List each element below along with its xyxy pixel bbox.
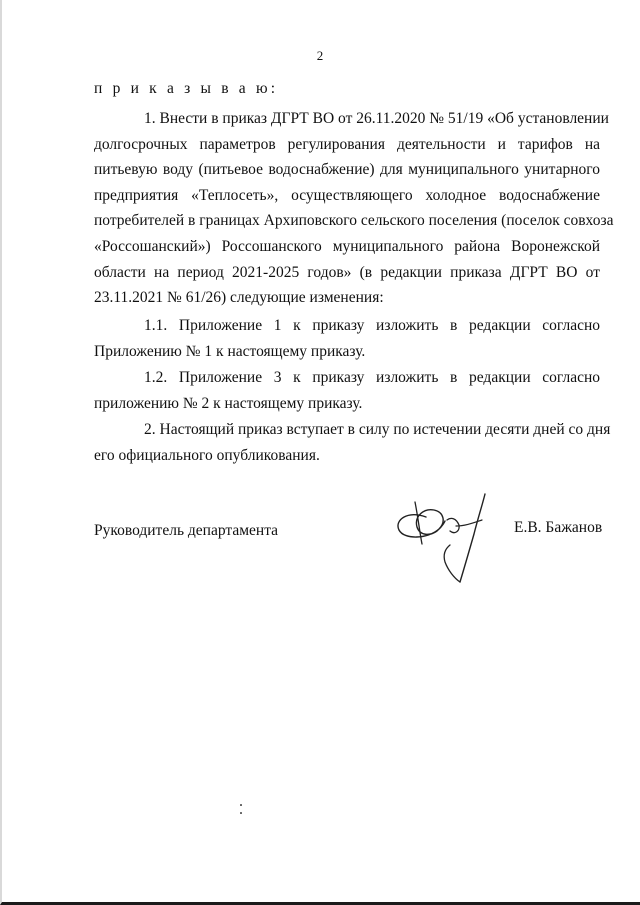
paragraph-line: долгосрочных параметров регулирования деятельности и тарифов на xyxy=(94,135,600,153)
signatory-name: Е.В. Бажанов xyxy=(514,519,603,536)
paragraph-line: 2. Настоящий приказ вступает в силу по истечении десяти дней со дня xyxy=(144,421,611,438)
paragraph-line: 1. Внести в приказ ДГРТ ВО от 26.11.2020 № 51/19 «Об установлении xyxy=(144,110,609,127)
paragraph-line: его официального опубликования. xyxy=(94,446,320,464)
scan-speck xyxy=(240,804,242,806)
paragraph-line: приложению № 2 к настоящему приказу. xyxy=(94,394,363,412)
paragraph-line: 1.1. Приложение 1 к приказу изложить в редакции согласно xyxy=(144,317,600,334)
paragraph-line: 23.11.2021 № 61/26) следующие изменения: xyxy=(94,289,384,307)
signatory-role: Руководитель департамента xyxy=(94,522,279,539)
paragraph-line: потребителей в границах Архиповского сельского поселения (поселок совхоза xyxy=(94,212,614,230)
paragraph-line: питьевую воду (питьевое водоснабжение) для муниципального унитарного xyxy=(94,161,600,179)
paragraph-line: области на период 2021-2025 годов» (в редакции приказа ДГРТ ВО от xyxy=(94,263,600,281)
paragraph-1 xyxy=(94,106,614,311)
paragraph-1-1 xyxy=(94,313,600,364)
paragraph-line: 1.2. Приложение 3 к приказу изложить в редакции согласно xyxy=(144,369,600,386)
page-number: 2 xyxy=(316,48,324,63)
paragraph-line: предприятия «Теплосеть», осуществляющего холодное водоснабжение xyxy=(94,186,600,204)
paragraph-2 xyxy=(94,417,611,468)
scan-speck xyxy=(240,812,242,814)
paragraph-line: Приложению № 1 к настоящему приказу. xyxy=(94,342,366,360)
handwritten-signature xyxy=(390,482,500,592)
paragraph-1-2 xyxy=(94,365,600,416)
order-word: п р и к а з ы в а ю: xyxy=(94,80,279,97)
paragraph-line: «Россошанский») Россошанского муниципального района Воронежской xyxy=(94,237,600,255)
